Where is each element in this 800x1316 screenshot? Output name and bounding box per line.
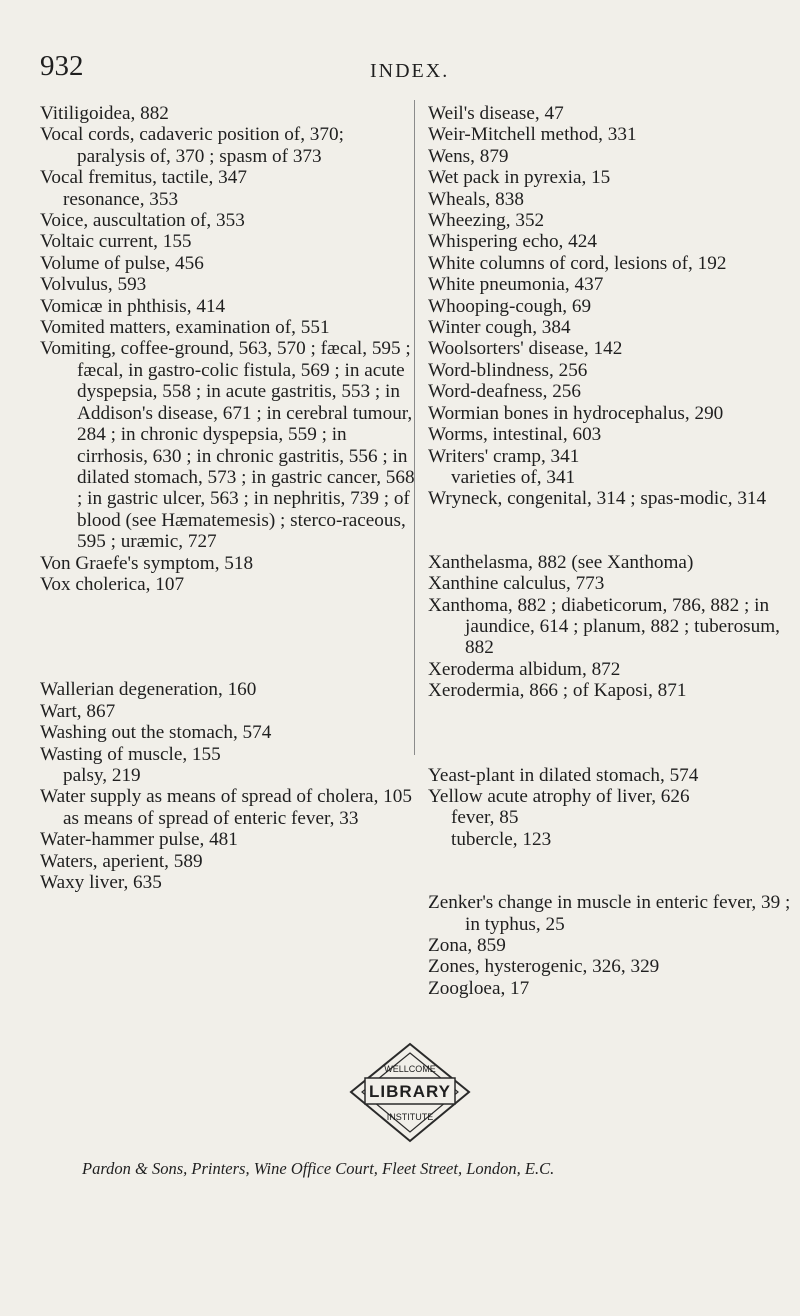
stamp-bottom-text: INSTITUTE: [386, 1112, 434, 1122]
index-subentry: fever, 85: [451, 807, 519, 829]
index-entry: Zona, 859: [428, 935, 506, 956]
index-entry: Wasting of muscle, 155: [40, 743, 221, 765]
index-entry: Wallerian degeneration, 160: [40, 679, 257, 701]
index-entry: Vomited matters, examination of, 551: [40, 317, 330, 339]
index-entry: Yeast-plant in dilated stomach, 574: [428, 764, 699, 786]
index-entry: Waxy liver, 635: [40, 872, 162, 893]
index-entry: Xanthelasma, 882 (see Xanthoma): [428, 551, 694, 573]
index-entry: Writers' cramp, 341: [428, 445, 580, 467]
index-entry: Vomiting, coffee-ground, 563, 570 ; fæcal, 595 ; fæcal, in gastro-colic fistula, 569 ; in acute dyspepsia, 558 ; in acute gastritis, 553 ; in Addison's disease, 671 ; in cerebral tumour, 284 ; in chronic dyspepsia, 559 ; in cirrhosis, 630 ; in chronic gastritis, 556 ; in dilated stomach, 573 ; in gastric cancer, 568 ; in gastric ulcer, 563 ; in nephritis, 739 ; of blood (see Hæmatemesis) ; sterco-raceous, 595 ; uræmic, 727: [40, 338, 415, 553]
index-subentry: as means of spread of enteric fever, 33: [63, 807, 359, 829]
index-entry: White pneumonia, 437: [428, 274, 604, 296]
index-entry: Water-hammer pulse, 481: [40, 829, 238, 851]
index-subentry: varieties of, 341: [451, 466, 576, 488]
index-entry: Von Graefe's symptom, 518: [40, 552, 254, 574]
left-column: [40, 103, 415, 893]
stamp-center-text: LIBRARY: [369, 1082, 451, 1101]
index-entry: Winter cough, 384: [428, 317, 571, 339]
index-entry: Xanthoma, 882 ; diabeticorum, 786, 882 ; in jaundice, 614 ; planum, 882 ; tuberosum, 882: [428, 594, 780, 659]
index-entry: Washing out the stomach, 574: [40, 722, 272, 744]
index-entry: White columns of cord, lesions of, 192: [428, 252, 727, 274]
page-header: [0, 50, 800, 90]
index-entry: Volvulus, 593: [40, 274, 147, 296]
index-entry: Word-deafness, 256: [428, 381, 581, 403]
index-entry: Zones, hysterogenic, 326, 329: [428, 956, 660, 978]
index-entry: Voice, auscultation of, 353: [40, 210, 245, 232]
index-entry: Vomicæ in phthisis, 414: [40, 295, 226, 317]
index-subentry: resonance, 353: [63, 188, 179, 210]
library-stamp: [345, 1040, 475, 1145]
index-entry: Waters, aperient, 589: [40, 850, 203, 872]
index-entry: Weil's disease, 47: [428, 103, 564, 124]
index-entry: Yellow acute atrophy of liver, 626: [428, 785, 690, 807]
right-column: [428, 103, 800, 999]
index-entry: Zenker's change in muscle in enteric fever, 39 ; in typhus, 25: [428, 892, 791, 935]
index-subentry: tubercle, 123: [451, 828, 552, 850]
index-entry: Wet pack in pyrexia, 15: [428, 167, 611, 189]
index-entry: Zoogloea, 17: [428, 977, 530, 999]
index-entry: Xanthine calculus, 773: [428, 573, 605, 595]
index-entry: Vox cholerica, 107: [40, 573, 185, 595]
index-subentry: palsy, 219: [63, 764, 141, 786]
index-entry: Whooping-cough, 69: [428, 295, 592, 317]
index-entry: Water supply as means of spread of cholera, 105: [40, 786, 412, 808]
index-entry: Xeroderma albidum, 872: [428, 658, 621, 680]
index-entry: Vocal fremitus, tactile, 347: [40, 167, 247, 189]
index-entry: Wheals, 838: [428, 188, 524, 210]
index-entry: Wheezing, 352: [428, 210, 545, 232]
page-number: 932: [40, 50, 84, 82]
index-entry: Voltaic current, 155: [40, 231, 192, 253]
index-entry: Word-blindness, 256: [428, 359, 588, 381]
stamp-top-text: WELLCOME: [384, 1064, 436, 1074]
index-entry: Whispering echo, 424: [428, 231, 597, 253]
index-entry: Weir-Mitchell method, 331: [428, 124, 637, 146]
index-entry: Wens, 879: [428, 145, 509, 167]
index-entry: Vocal cords, cadaveric position of, 370; paralysis of, 370 ; spasm of 373: [40, 124, 344, 167]
index-entry: Worms, intestinal, 603: [428, 424, 602, 446]
index-entry: Vitiligoidea, 882: [40, 103, 169, 124]
index-entry: Wormian bones in hydrocephalus, 290: [428, 402, 724, 424]
printer-imprint: Pardon & Sons, Printers, Wine Office Court, Fleet Street, London, E.C.: [82, 1159, 555, 1178]
running-title: INDEX.: [370, 60, 450, 82]
index-entry: Wart, 867: [40, 700, 116, 722]
index-entry: Volume of pulse, 456: [40, 252, 204, 274]
index-entry: Xerodermia, 866 ; of Kaposi, 871: [428, 680, 687, 702]
index-entry: Wryneck, congenital, 314 ; spas-modic, 314: [428, 488, 767, 510]
index-entry: Woolsorters' disease, 142: [428, 338, 623, 360]
